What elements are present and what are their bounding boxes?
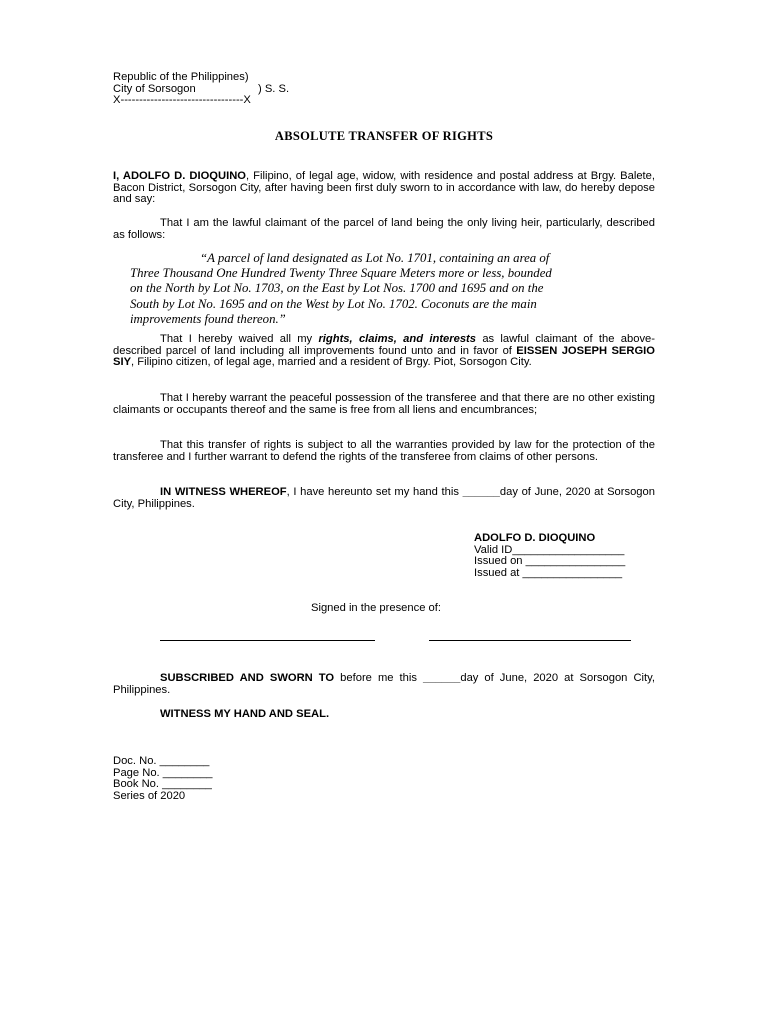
- document-title: ABSOLUTE TRANSFER OF RIGHTS: [274, 129, 494, 143]
- land-description-line: on the North by Lot No. 1703, on the East by Lot Nos. 1700 and 1695 and on the: [130, 281, 544, 296]
- day-blank: ______: [423, 672, 461, 684]
- signatory-name: ADOLFO D. DIOQUINO: [474, 532, 596, 544]
- issued-at-field: Issued at ________________: [474, 566, 623, 579]
- intro-paragraph: [113, 171, 655, 206]
- land-description-line: South by Lot No. 1695 and on the West by Lot No. 1702. Coconuts are the main: [130, 296, 537, 311]
- signatory-block: [474, 533, 655, 579]
- waiver-text: That I hereby waived all my: [160, 333, 319, 345]
- transferee-name: EISSEN JOSEPH SERGIO SIY: [113, 344, 655, 369]
- jurat-text: day of June, 2020 at Sorsogon City, Philippines.: [113, 672, 655, 696]
- series-year: Series of 2020: [113, 789, 186, 802]
- land-description-line: “A parcel of land designated as Lot No. 1701, containing an area of: [200, 251, 550, 265]
- affiant-name: I, ADOLFO D. DIOQUINO: [113, 170, 246, 182]
- book-no: Book No. ________: [113, 778, 212, 791]
- witness-text: day of June, 2020 at Sorsogon City, Philippines.: [113, 486, 655, 510]
- affidavit-page: [113, 0, 655, 1024]
- jurat-paragraph: [113, 673, 655, 696]
- waiver-paragraph: [113, 334, 655, 369]
- intro-text: , Filipino, of legal age, widow, with residence and postal address at Brgy. Balete, Bacon District, Sorsogon City, after having been first duly sworn to in accordance with law, do hereby depose and say:: [113, 170, 655, 206]
- jurat-text: before me this: [334, 672, 423, 684]
- witness-paragraph: [113, 487, 655, 510]
- page-no: Page No. ________: [113, 766, 213, 779]
- notarial-register: [113, 756, 313, 802]
- venue-header: [113, 72, 413, 107]
- witness-signature-line-right: [429, 640, 631, 641]
- day-blank: ______: [462, 486, 500, 498]
- warranty-paragraph: That I hereby warrant the peaceful possession of the transferee and that there are no other existing claimants or occupants thereof and the same is free from all liens and encumbrances;: [113, 392, 655, 416]
- rights-phrase: rights, claims, and interests: [318, 333, 477, 345]
- venue-city: [113, 84, 413, 96]
- issued-on-field: Issued on ________________: [474, 555, 626, 568]
- valid-id-field: Valid ID__________________: [474, 543, 625, 556]
- subject-paragraph: That this transfer of rights is subject to all the warranties provided by law for the protection of the transferee and I further warrant to defend the rights of the transferee from claims of other persons.: [113, 439, 655, 463]
- claimant-paragraph: That I am the lawful claimant of the parcel of land being the only living heir, particularly, described as follows:: [113, 217, 655, 241]
- witness-whereof: IN WITNESS WHEREOF: [160, 486, 287, 498]
- witness-text: , I have hereunto set my hand this: [286, 486, 463, 498]
- hand-and-seal: WITNESS MY HAND AND SEAL.: [160, 708, 330, 720]
- waiver-text: , Filipino citizen, of legal age, married and a resident of Brgy. Piot, Sorsogon City.: [131, 356, 532, 369]
- venue-ss: ) S. S.: [258, 82, 290, 95]
- waiver-text: as lawful claimant of the above-described parcel of land including all improvements found unto and in favor of: [113, 333, 655, 357]
- subscribed-sworn: SUBSCRIBED AND SWORN TO: [160, 672, 335, 684]
- venue-republic: Republic of the Philippines): [113, 71, 249, 83]
- doc-no: Doc. No. ________: [113, 755, 210, 767]
- signed-presence: Signed in the presence of:: [311, 602, 441, 614]
- land-description: [130, 251, 650, 327]
- venue-city-name: City of Sorsogon: [113, 82, 196, 95]
- land-description-line: Three Thousand One Hundred Twenty Three Square Meters more or less, bounded: [130, 266, 552, 281]
- witness-signature-line-left: [160, 640, 375, 641]
- venue-separator: X---------------------------------X: [113, 94, 251, 107]
- land-description-line: improvements found thereon.”: [130, 311, 286, 326]
